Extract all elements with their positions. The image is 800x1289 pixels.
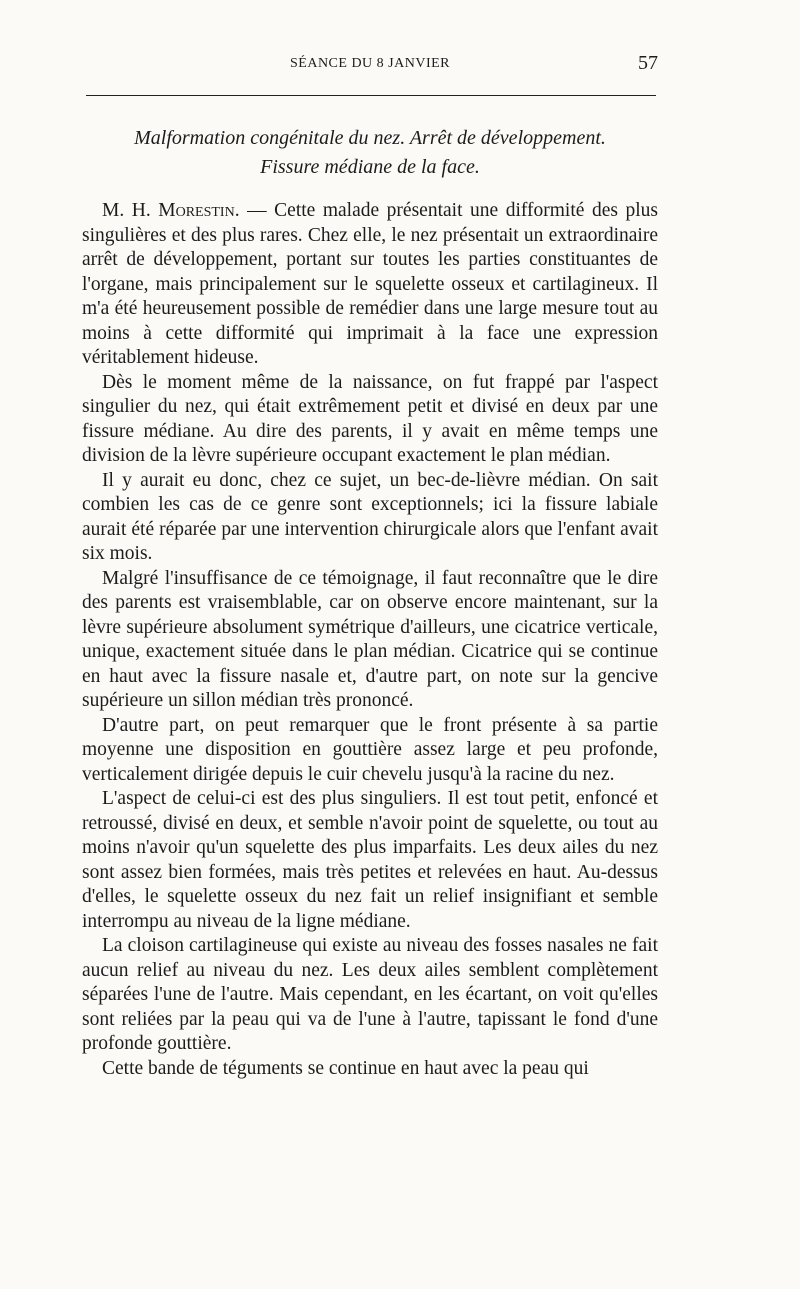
paragraph: Cette bande de téguments se continue en haut avec la peau qui [102,1057,589,1079]
paragraph: Il y aurait eu donc, chez ce sujet, un bec-de-lièvre médian. On sait combien les cas de ce genre sont exceptionnels; ici la fissure labiale aurait été réparée par une intervention chirurgicale alors que l'enfant avait six mois. [82,469,658,564]
paragraph: L'aspect de celui-ci est des plus singuliers. Il est tout petit, enfoncé et retroussé, divisé en deux, et semble n'avoir point de squelette, ou tout au moins n'avoir qu'un squelette des plus imparfaits. Les deux ailes du nez sont assez bien formées, mais très petites et relevées en haut. Au-dessus d'elles, le squelette osseux du nez fait un relief insignifiant et semble interrompu au niveau de la ligne médiane. [82,788,658,932]
paragraph: La cloison cartilagineuse qui existe au niveau des fosses nasales ne fait aucun relief au niveau du nez. Les deux ailes semblent complètement séparées l'une de l'autre. Mais cependant, en les écartant, on voit qu'elles sont reliées par la peau qui va de l'une à l'autre, tapissant le fond d'une profonde gouttière. [82,935,658,1054]
article-title [82,124,658,182]
header-rule [86,95,656,96]
article-title-line-2: Fissure médiane de la face. [260,156,480,178]
paragraph: Dès le moment même de la naissance, on fut frappé par l'aspect singulier du nez, qui était extrêmement petit et divisé en deux par une fissure médiane. Au dire des parents, il y avait en même temps une division de la lèvre supérieure occupant exactement le plan médian. [82,371,658,466]
paragraph [82,199,658,371]
article-body [82,199,658,1081]
speaker-dash: . — [234,200,275,221]
paragraph-text: Cette malade présentait une difformité des plus singulières et des plus rares. Chez elle, le nez présentait un extraordinaire arrêt de développement, portant sur toutes les parties constituantes de l'organe, mais principalement sur le squelette osseux et cartilagineux. Il m'a été heureusement possible de remédier dans une large mesure tout au moins à cette difformité qui imprimait à la face une expression véritablement hideuse. [82,200,658,368]
paragraph: Malgré l'insuffisance de ce témoignage, il faut reconnaître que le dire des parents est vraisemblable, car on observe encore maintenant, sur la lèvre supérieure absolument symétrique d'ailleurs, une cicatrice verticale, unique, exactement située dans le plan médian. Cicatrice qui se continue en haut avec la fissure nasale et, d'autre part, on note sur la gencive supérieure un sillon médian très prononcé. [82,567,658,711]
article-title-line-1: Malformation congénitale du nez. Arrêt de développement. [134,127,606,149]
running-title: SÉANCE DU 8 JANVIER [290,56,450,71]
speaker-name: Morestin [158,200,235,221]
speaker-prefix: M. H. [102,200,159,221]
page-number: 57 [638,52,658,74]
page-header [82,52,658,78]
paragraph: D'autre part, on peut remarquer que le front présente à sa partie moyenne une disposition en gouttière assez large et peu profonde, verticalement dirigée depuis le cuir chevelu jusqu'à la racine du nez. [82,714,658,785]
